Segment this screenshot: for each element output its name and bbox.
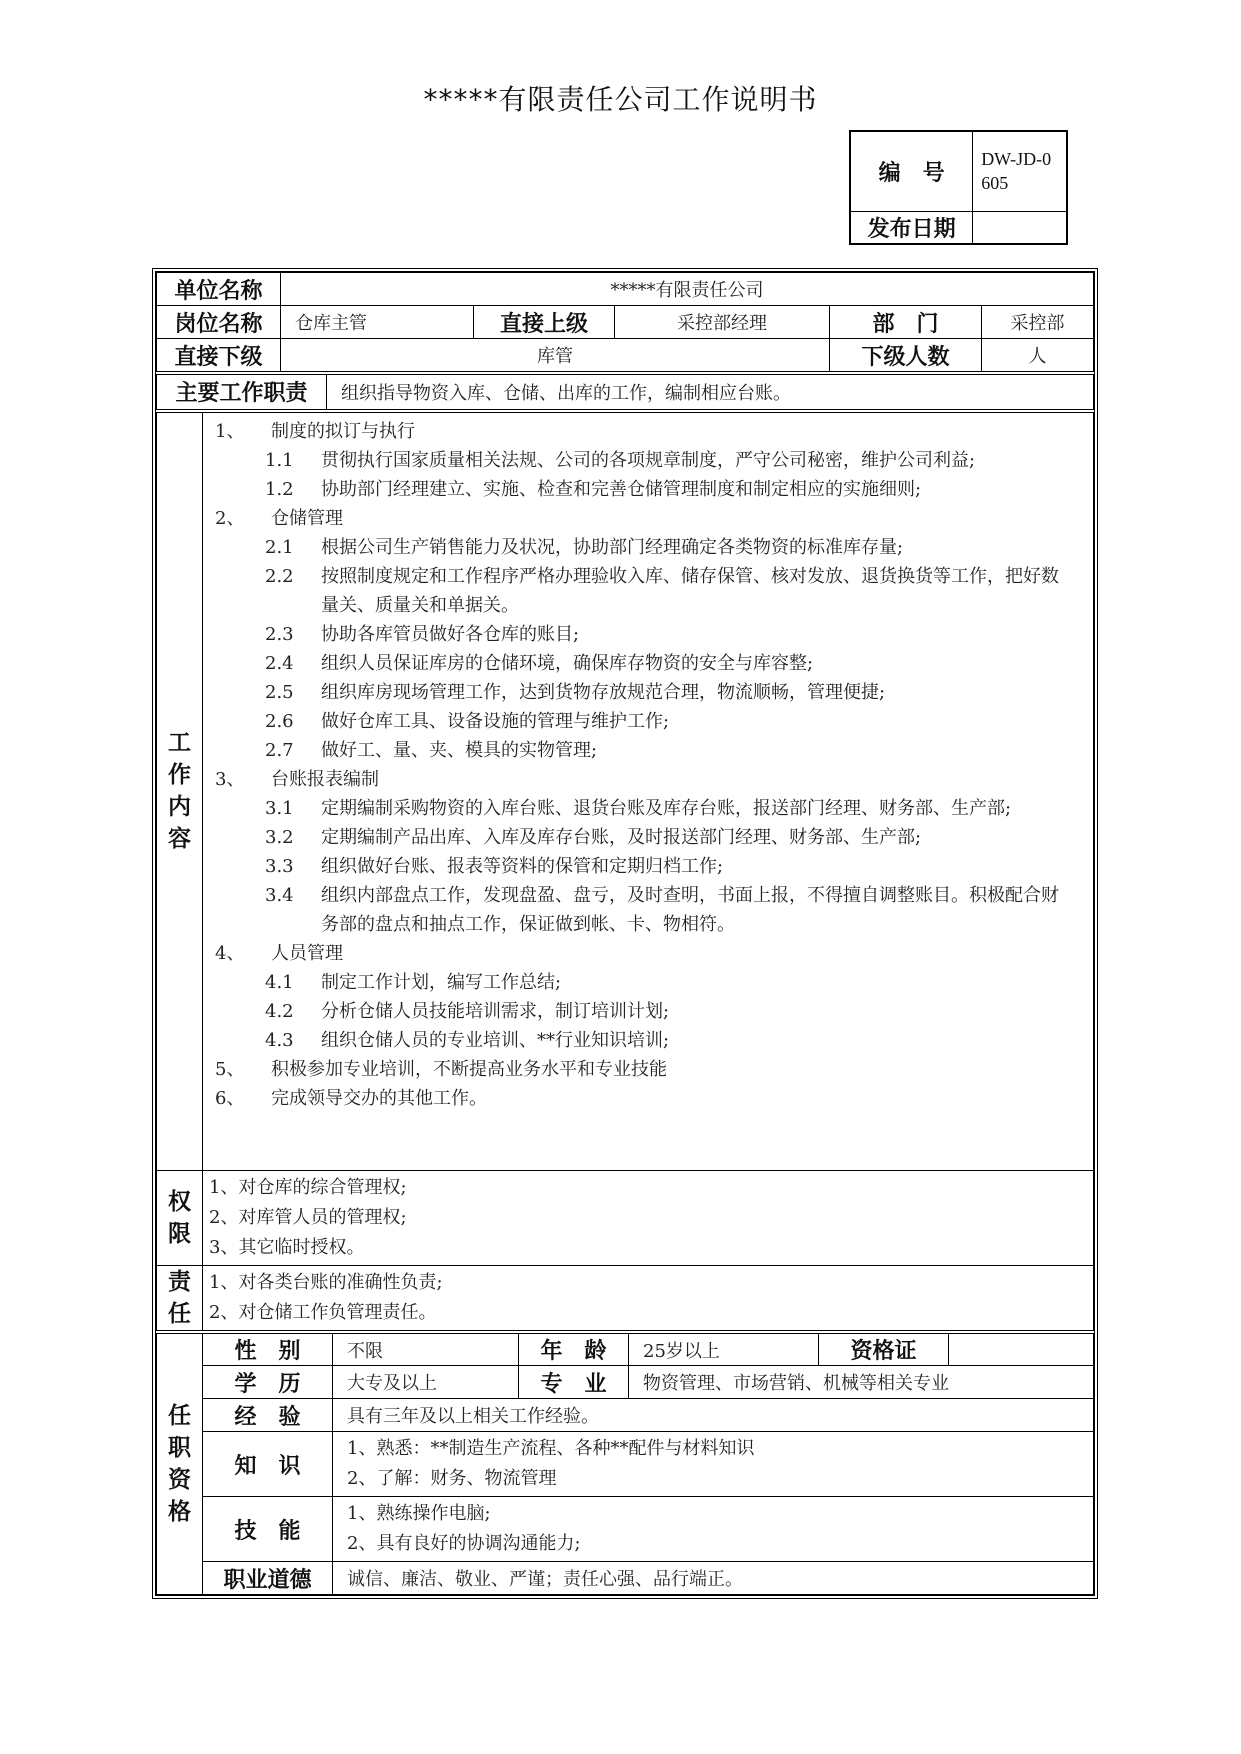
responsibility-item: 1、对各类台账的准确性负责; (209, 1272, 443, 1293)
work-item-number: 1、 (215, 420, 245, 442)
experience-label: 经 验 (203, 1399, 333, 1432)
work-item-text: 分析仓储人员技能培训需求，制订培训计划; (321, 1000, 670, 1022)
responsibility-label-text: 责任 (168, 1269, 191, 1327)
work-item-text: 组织仓储人员的专业培训、**行业知识培训; (321, 1029, 670, 1051)
work-section-heading (209, 1084, 1087, 1113)
position-name-label: 岗位名称 (157, 306, 281, 339)
major-value: 物资管理、市场营销、机械等相关专业 (629, 1366, 1094, 1399)
direct-subordinate-label: 直接下级 (157, 339, 281, 372)
work-content-label-text: 工作内容 (168, 730, 191, 853)
age-label: 年 龄 (519, 1332, 629, 1366)
direct-superior-label: 直接上级 (474, 306, 615, 339)
work-item-text: 仓储管理 (271, 507, 343, 529)
unit-name-label: 单位名称 (157, 273, 281, 306)
work-lines (209, 417, 1087, 1113)
experience-value: 具有三年及以上相关工作经验。 (333, 1399, 1094, 1432)
document-code-box (849, 130, 1068, 245)
work-item-number: 3.1 (265, 797, 294, 819)
work-item-number: 1.1 (265, 449, 294, 471)
work-item-number: 3、 (215, 768, 245, 790)
unit-name-value: *****有限责任公司 (281, 273, 1094, 306)
work-item-text: 制度的拟订与执行 (271, 420, 415, 442)
work-item-text: 根据公司生产销售能力及状况，协助部门经理确定各类物资的标准库存量; (321, 536, 904, 558)
knowledge-item: 2、了解：财务、物流管理 (347, 1468, 557, 1489)
position-name-value: 仓库主管 (281, 306, 474, 339)
work-item (209, 1026, 1087, 1055)
number-label: 编 号 (850, 131, 973, 211)
work-item-number: 1.2 (265, 478, 294, 500)
work-item-number: 5、 (215, 1058, 245, 1080)
education-label: 学 历 (203, 1366, 333, 1399)
subordinate-count-label: 下级人数 (830, 339, 982, 372)
subordinate-count-value: 人 (982, 339, 1094, 372)
work-item (209, 852, 1087, 881)
work-content-list (203, 411, 1094, 1171)
number-value: DW-JD-0605 (973, 131, 1067, 211)
authority-label-text: 权限 (168, 1189, 191, 1247)
knowledge-list (333, 1432, 1094, 1497)
gender-label: 性 别 (203, 1332, 333, 1366)
work-item-text: 组织内部盘点工作，发现盘盈、盘亏，及时查明，书面上报，不得擅自调整账目。积极配合财务部的盘点和抽点工作，保证做到帐、卡、物相符。 (321, 884, 1059, 935)
work-item-text: 组织做好台账、报表等资料的保管和定期归档工作; (321, 855, 724, 877)
work-item (209, 736, 1087, 765)
skill-item: 2、具有良好的协调沟通能力; (347, 1533, 581, 1554)
work-item-number: 4.1 (265, 971, 294, 993)
work-item-number: 3.2 (265, 826, 294, 848)
work-item-number: 3.3 (265, 855, 294, 877)
age-value: 25岁以上 (629, 1332, 819, 1366)
work-item-number: 2.5 (265, 681, 294, 703)
direct-subordinate-value: 库管 (281, 339, 830, 372)
work-item-number: 6、 (215, 1087, 245, 1109)
work-item (209, 823, 1087, 852)
work-item-text: 定期编制采购物资的入库台账、退货台账及库存台账，报送部门经理、财务部、生产部; (321, 797, 1012, 819)
work-item-text: 台账报表编制 (271, 768, 379, 790)
major-label: 专 业 (519, 1366, 629, 1399)
work-item (209, 997, 1087, 1026)
work-item-text: 协助各库管员做好各仓库的账目; (321, 623, 580, 645)
work-item (209, 446, 1087, 475)
work-section-heading (209, 939, 1087, 968)
certificate-value (949, 1332, 1094, 1366)
release-date-label: 发布日期 (850, 211, 973, 244)
qualification-label (157, 1332, 203, 1595)
work-item-number: 4.3 (265, 1029, 294, 1051)
work-item (209, 707, 1087, 736)
work-section-heading (209, 504, 1087, 533)
main-duty-text: 组织指导物资入库、仓储、出库的工作，编制相应台账。 (327, 373, 1094, 409)
education-value: 大专及以上 (333, 1366, 519, 1399)
work-item-number: 2.6 (265, 710, 294, 732)
work-item-number: 2.3 (265, 623, 294, 645)
work-item-text: 组织人员保证库房的仓储环境，确保库存物资的安全与库容整; (321, 652, 814, 674)
work-item (209, 620, 1087, 649)
skill-item: 1、熟练操作电脑; (347, 1503, 491, 1524)
qualification-label-text: 任职资格 (168, 1403, 191, 1525)
release-date-value (973, 211, 1067, 244)
work-section-heading (209, 765, 1087, 794)
job-description-table (152, 268, 1098, 1599)
qualification-section (156, 1330, 1094, 1595)
authority-list (203, 1171, 1094, 1266)
knowledge-label: 知 识 (203, 1432, 333, 1497)
work-item-number: 2、 (215, 507, 245, 529)
work-item (209, 533, 1087, 562)
work-item (209, 475, 1087, 504)
authority-item: 3、其它临时授权。 (209, 1237, 365, 1258)
work-content-label (157, 411, 203, 1171)
work-item-number: 2.1 (265, 536, 294, 558)
main-duty-label: 主要工作职责 (157, 373, 327, 409)
header-section (156, 272, 1094, 372)
work-section-heading (209, 417, 1087, 446)
work-item-text: 积极参加专业培训，不断提高业务水平和专业技能 (271, 1058, 667, 1080)
certificate-label: 资格证 (819, 1332, 949, 1366)
work-section (156, 409, 1094, 1332)
work-item-text: 按照制度规定和工作程序严格办理验收入库、储存保管、核对发放、退货换货等工作，把好数量关、质量关和单据关。 (321, 565, 1059, 616)
work-item-text: 贯彻执行国家质量相关法规、公司的各项规章制度，严守公司秘密，维护公司利益; (321, 449, 976, 471)
ethics-label: 职业道德 (203, 1562, 333, 1595)
work-item (209, 881, 1087, 939)
responsibility-list (203, 1266, 1094, 1331)
work-item (209, 678, 1087, 707)
work-item-text: 定期编制产品出库、入库及库存台账，及时报送部门经理、财务部、生产部; (321, 826, 922, 848)
skills-label: 技 能 (203, 1497, 333, 1562)
work-item-number: 3.4 (265, 884, 294, 906)
work-item-number: 2.2 (265, 565, 294, 587)
responsibility-item: 2、对仓储工作负管理责任。 (209, 1302, 437, 1323)
authority-item: 2、对库管人员的管理权; (209, 1207, 407, 1228)
work-item-text: 做好仓库工具、设备设施的管理与维护工作; (321, 710, 670, 732)
ethics-value: 诚信、廉洁、敬业、严谨；责任心强、品行端正。 (333, 1562, 1094, 1595)
work-item (209, 562, 1087, 620)
skills-list (333, 1497, 1094, 1562)
work-item (209, 794, 1087, 823)
work-item-text: 组织库房现场管理工作，达到货物存放规范合理，物流顺畅，管理便捷; (321, 681, 886, 703)
work-item-number: 2.7 (265, 739, 294, 761)
work-section-heading (209, 1055, 1087, 1084)
work-item (209, 649, 1087, 678)
work-item-text: 人员管理 (271, 942, 343, 964)
work-item-number: 4.2 (265, 1000, 294, 1022)
work-item-text: 完成领导交办的其他工作。 (271, 1087, 487, 1109)
authority-item: 1、对仓库的综合管理权; (209, 1177, 407, 1198)
work-item-text: 做好工、量、夹、模具的实物管理; (321, 739, 598, 761)
authority-label (157, 1171, 203, 1266)
document-title: *****有限责任公司工作说明书 (423, 83, 818, 116)
work-item-number: 2.4 (265, 652, 294, 674)
main-duty-section (156, 371, 1094, 410)
work-item (209, 968, 1087, 997)
gender-value: 不限 (333, 1332, 519, 1366)
department-label: 部 门 (830, 306, 982, 339)
work-item-text: 制定工作计划，编写工作总结; (321, 971, 562, 993)
work-item-number: 4、 (215, 942, 245, 964)
responsibility-label (157, 1266, 203, 1331)
knowledge-item: 1、熟悉：**制造生产流程、各种**配件与材料知识 (347, 1438, 755, 1459)
work-item-text: 协助部门经理建立、实施、检查和完善仓储管理制度和制定相应的实施细则; (321, 478, 922, 500)
department-value: 采控部 (982, 306, 1094, 339)
direct-superior-value: 采控部经理 (615, 306, 830, 339)
